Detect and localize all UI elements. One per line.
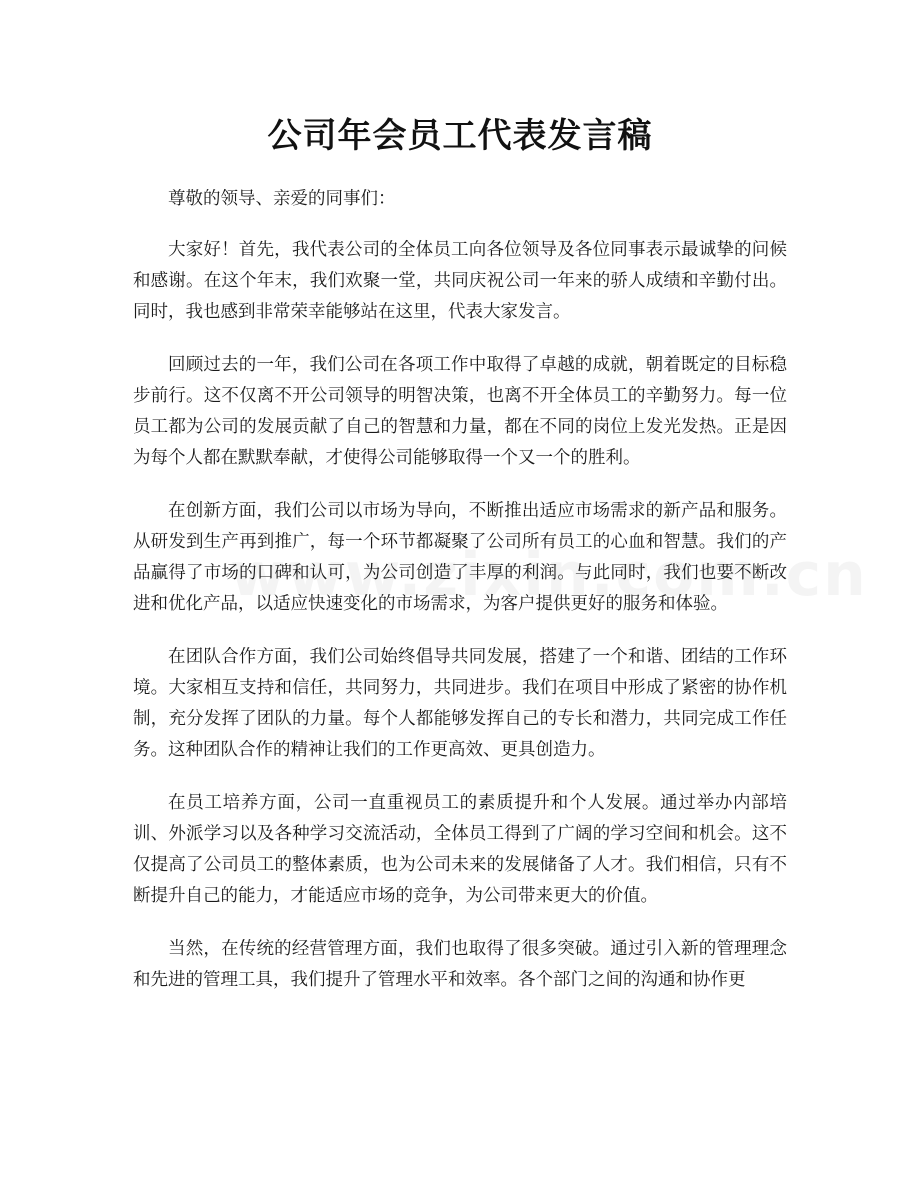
- paragraph-training: 在员工培养方面，公司一直重视员工的素质提升和个人发展。通过举办内部培训、外派学习以及各种学习交流活动，全体员工得到了广阔的学习空间和机会。这不仅提高了公司员工的整体素质，也为公司未来的发展储备了人才。我们相信，只有不断提升自己的能力，才能适应市场的竞争，为公司带来更大的价值。: [133, 793, 787, 906]
- paragraph-opening: 大家好！首先，我代表公司的全体员工向各位领导及各位同事表示最诚挚的问候和感谢。在这个年末，我们欢聚一堂，共同庆祝公司一年来的骄人成绩和辛勤付出。同时，我也感到非常荣幸能够站在这里，代表大家发言。: [133, 240, 787, 322]
- paragraph-teamwork: 在团队合作方面，我们公司始终倡导共同发展，搭建了一个和谐、团结的工作环境。大家相互支持和信任，共同努力，共同进步。我们在项目中形成了紧密的协作机制，充分发挥了团队的力量。每个人都能够发挥自己的专长和潜力，共同完成工作任务。这种团队合作的精神让我们的工作更高效、更具创造力。: [133, 647, 787, 760]
- paragraph-review: 回顾过去的一年，我们公司在各项工作中取得了卓越的成就，朝着既定的目标稳步前行。这不仅离不开公司领导的明智决策，也离不开全体员工的辛勤努力。每一位员工都为公司的发展贡献了自己的智慧和力量，都在不同的岗位上发光发热。正是因为每个人都在默默奉献，才使得公司能够取得一个又一个的胜利。: [133, 355, 787, 468]
- document-title: 公司年会员工代表发言稿: [267, 116, 653, 156]
- document-body: [133, 184, 787, 1018]
- greeting-paragraph: 尊敬的领导、亲爱的同事们：: [168, 189, 396, 209]
- paragraph-management: 当然，在传统的经营管理方面，我们也取得了很多突破。通过引入新的管理理念和先进的管理工具，我们提升了管理水平和效率。各个部门之间的沟通和协作更: [133, 939, 787, 990]
- paragraph-innovation: 在创新方面，我们公司以市场为导向，不断推出适应市场需求的新产品和服务。从研发到生产再到推广，每一个环节都凝聚了公司所有员工的心血和智慧。我们的产品赢得了市场的口碑和认可，为公司创造了丰厚的利润。与此同时，我们也要不断改进和优化产品，以适应快速变化的市场需求，为客户提供更好的服务和体验。: [133, 501, 787, 614]
